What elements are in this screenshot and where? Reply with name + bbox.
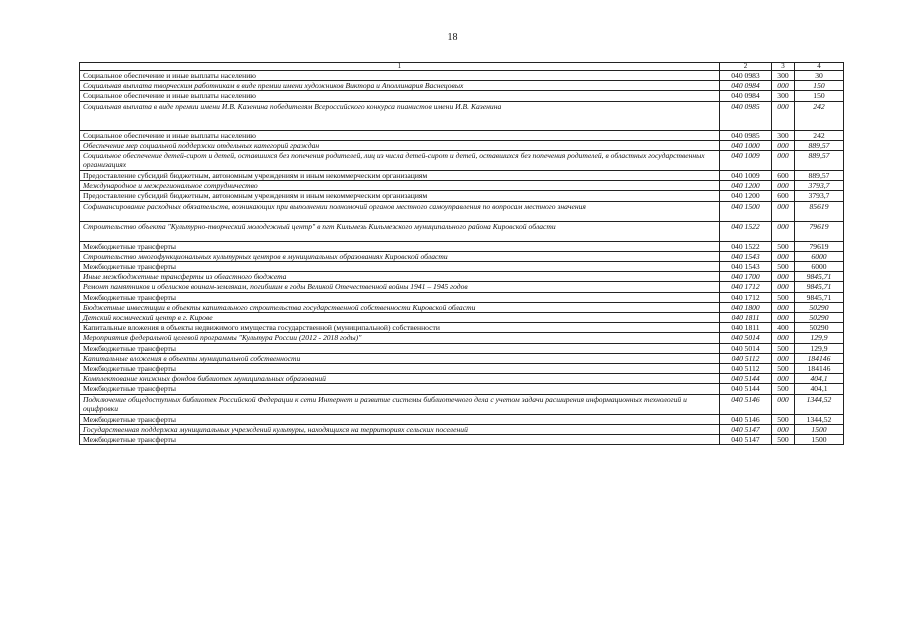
table-row xyxy=(80,140,844,150)
row-type-cell: 000 xyxy=(772,313,795,323)
table-row xyxy=(80,272,844,282)
row-code-cell: 040 5014 xyxy=(720,333,772,343)
row-code-cell: 040 1522 xyxy=(720,241,772,251)
row-name-cell: Государственная поддержка муниципальных учреждений культуры, находящихся на территориях сельских поселений xyxy=(80,424,720,434)
row-name-cell: Межбюджетные трансферты xyxy=(80,262,720,272)
row-amount-cell: 404,1 xyxy=(795,384,844,394)
row-code-cell: 040 5147 xyxy=(720,435,772,445)
row-code-cell: 040 0985 xyxy=(720,130,772,140)
row-code-cell: 040 1543 xyxy=(720,251,772,261)
row-amount-cell: 129,9 xyxy=(795,333,844,343)
row-type-cell: 000 xyxy=(772,394,795,414)
page-number: 18 xyxy=(447,32,458,43)
row-type-cell: 000 xyxy=(772,374,795,384)
row-name-cell: Социальное обеспечение и иные выплаты населению xyxy=(80,91,720,101)
row-amount-cell: 9845,71 xyxy=(795,282,844,292)
row-type-cell: 000 xyxy=(772,101,795,130)
row-type-cell: 000 xyxy=(772,353,795,363)
row-name-cell: Межбюджетные трансферты xyxy=(80,384,720,394)
row-name-cell: Мероприятия федеральной целевой программы "Культура России (2012 - 2018 годы)" xyxy=(80,333,720,343)
row-code-cell: 040 0984 xyxy=(720,91,772,101)
row-type-cell: 000 xyxy=(772,424,795,434)
row-code-cell: 040 1800 xyxy=(720,302,772,312)
row-code-cell: 040 1500 xyxy=(720,201,772,221)
table-row xyxy=(80,384,844,394)
row-amount-cell: 889,57 xyxy=(795,140,844,150)
row-amount-cell: 129,9 xyxy=(795,343,844,353)
row-code-cell: 040 1700 xyxy=(720,272,772,282)
header-col-1: 1 xyxy=(80,63,720,71)
row-code-cell: 040 1811 xyxy=(720,313,772,323)
row-amount-cell: 242 xyxy=(795,101,844,130)
row-code-cell: 040 1543 xyxy=(720,262,772,272)
row-name-cell: Социальное обеспечение и иные выплаты населению xyxy=(80,71,720,81)
table-row xyxy=(80,364,844,374)
table-row xyxy=(80,151,844,171)
table-row xyxy=(80,333,844,343)
row-type-cell: 300 xyxy=(772,130,795,140)
row-code-cell: 040 1522 xyxy=(720,221,772,241)
row-type-cell: 500 xyxy=(772,241,795,251)
row-code-cell: 040 5144 xyxy=(720,374,772,384)
row-code-cell: 040 1712 xyxy=(720,292,772,302)
row-code-cell: 040 1009 xyxy=(720,151,772,171)
table-row xyxy=(80,292,844,302)
row-code-cell: 040 5112 xyxy=(720,353,772,363)
table-row xyxy=(80,81,844,91)
row-name-cell: Межбюджетные трансферты xyxy=(80,435,720,445)
row-amount-cell: 9845,71 xyxy=(795,272,844,282)
row-name-cell: Предоставление субсидий бюджетным, автономным учреждениям и иным некоммерческим организациям xyxy=(80,191,720,201)
row-name-cell: Социальная выплата в виде премии имени И.В. Казенина победителям Всероссийского конкурса пианистов имени И.В. Казенина xyxy=(80,101,720,130)
row-type-cell: 000 xyxy=(772,302,795,312)
table-row xyxy=(80,201,844,221)
row-name-cell: Строительство многофункциональных культурных центров в муниципальных образованиях Кировской области xyxy=(80,251,720,261)
row-amount-cell: 1500 xyxy=(795,424,844,434)
row-name-cell: Софинансирование расходных обязательств, возникающих при выполнении полномочий органов местного самоуправления по вопросам местного значения xyxy=(80,201,720,221)
row-name-cell: Бюджетные инвестиции в объекты капитального строительства государственной собственности Кировской области xyxy=(80,302,720,312)
row-amount-cell: 30 xyxy=(795,71,844,81)
row-name-cell: Социальная выплата творческим работникам в виде премии имени художников Виктора и Аполлинария Васнецовых xyxy=(80,81,720,91)
row-code-cell: 040 1009 xyxy=(720,171,772,181)
row-name-cell: Иные межбюджетные трансферты из областного бюджета xyxy=(80,272,720,282)
header-col-4: 4 xyxy=(795,63,844,71)
row-amount-cell: 50290 xyxy=(795,323,844,333)
table-row xyxy=(80,171,844,181)
table-row xyxy=(80,323,844,333)
row-code-cell: 040 5146 xyxy=(720,394,772,414)
row-amount-cell: 3793,7 xyxy=(795,191,844,201)
budget-table-body xyxy=(80,63,844,445)
row-name-cell: Социальное обеспечение и иные выплаты населению xyxy=(80,130,720,140)
row-code-cell: 040 1712 xyxy=(720,282,772,292)
table-row xyxy=(80,262,844,272)
row-name-cell: Комплектование книжных фондов библиотек муниципальных образований xyxy=(80,374,720,384)
header-col-3: 3 xyxy=(772,63,795,71)
table-header-row xyxy=(80,63,844,71)
row-type-cell: 000 xyxy=(772,181,795,191)
row-name-cell: Строительство объекта "Культурно-творческий молодежный центр" в пгт Кильмезь Кильмезского муниципального района Кировской области xyxy=(80,221,720,241)
row-code-cell: 040 0985 xyxy=(720,101,772,130)
table-row xyxy=(80,181,844,191)
row-type-cell: 000 xyxy=(772,201,795,221)
row-type-cell: 300 xyxy=(772,91,795,101)
row-type-cell: 000 xyxy=(772,140,795,150)
row-name-cell: Капитальные вложения в объекты муниципальной собственности xyxy=(80,353,720,363)
row-type-cell: 400 xyxy=(772,323,795,333)
row-amount-cell: 184146 xyxy=(795,353,844,363)
table-row xyxy=(80,251,844,261)
table-row xyxy=(80,101,844,130)
row-amount-cell: 1344,52 xyxy=(795,394,844,414)
row-code-cell: 040 1200 xyxy=(720,181,772,191)
row-type-cell: 500 xyxy=(772,384,795,394)
table-row xyxy=(80,241,844,251)
row-amount-cell: 50290 xyxy=(795,302,844,312)
row-type-cell: 000 xyxy=(772,333,795,343)
header-col-2: 2 xyxy=(720,63,772,71)
row-type-cell: 000 xyxy=(772,272,795,282)
row-amount-cell: 79619 xyxy=(795,221,844,241)
row-name-cell: Детский космический центр в г. Кирове xyxy=(80,313,720,323)
row-amount-cell: 6000 xyxy=(795,251,844,261)
row-amount-cell: 150 xyxy=(795,81,844,91)
row-amount-cell: 242 xyxy=(795,130,844,140)
row-code-cell: 040 5146 xyxy=(720,414,772,424)
row-amount-cell: 1344,52 xyxy=(795,414,844,424)
row-type-cell: 500 xyxy=(772,435,795,445)
table-row xyxy=(80,302,844,312)
row-code-cell: 040 0984 xyxy=(720,81,772,91)
row-name-cell: Предоставление субсидий бюджетным, автономным учреждениям и иным некоммерческим организациям xyxy=(80,171,720,181)
row-code-cell: 040 5147 xyxy=(720,424,772,434)
row-type-cell: 500 xyxy=(772,292,795,302)
row-amount-cell: 404,1 xyxy=(795,374,844,384)
table-row xyxy=(80,71,844,81)
table-row xyxy=(80,353,844,363)
row-amount-cell: 79619 xyxy=(795,241,844,251)
row-code-cell: 040 1811 xyxy=(720,323,772,333)
budget-table xyxy=(79,62,844,445)
row-name-cell: Межбюджетные трансферты xyxy=(80,241,720,251)
row-type-cell: 500 xyxy=(772,414,795,424)
row-code-cell: 040 5014 xyxy=(720,343,772,353)
row-amount-cell: 3793,7 xyxy=(795,181,844,191)
row-type-cell: 500 xyxy=(772,343,795,353)
row-amount-cell: 85619 xyxy=(795,201,844,221)
row-name-cell: Межбюджетные трансферты xyxy=(80,292,720,302)
row-amount-cell: 889,57 xyxy=(795,171,844,181)
row-name-cell: Ремонт памятников и обелисков воинам-землякам, погибшим в годы Великой Отечественной войны 1941 – 1945 годов xyxy=(80,282,720,292)
row-amount-cell: 150 xyxy=(795,91,844,101)
row-name-cell: Межбюджетные трансферты xyxy=(80,343,720,353)
table-row xyxy=(80,191,844,201)
row-type-cell: 500 xyxy=(772,364,795,374)
row-code-cell: 040 1200 xyxy=(720,191,772,201)
row-type-cell: 600 xyxy=(772,191,795,201)
table-row xyxy=(80,282,844,292)
row-name-cell: Межбюджетные трансферты xyxy=(80,364,720,374)
table-row xyxy=(80,424,844,434)
row-code-cell: 040 5112 xyxy=(720,364,772,374)
row-name-cell: Обеспечение мер социальной поддержки отдельных категорий граждан xyxy=(80,140,720,150)
row-amount-cell: 50290 xyxy=(795,313,844,323)
row-amount-cell: 1500 xyxy=(795,435,844,445)
row-amount-cell: 184146 xyxy=(795,364,844,374)
row-name-cell: Капитальные вложения в объекты недвижимого имущества государственной (муниципальной) собственности xyxy=(80,323,720,333)
row-name-cell: Межбюджетные трансферты xyxy=(80,414,720,424)
row-type-cell: 000 xyxy=(772,282,795,292)
row-code-cell: 040 5144 xyxy=(720,384,772,394)
row-name-cell: Подключение общедоступных библиотек Российской Федерации к сети Интернет и развитие системы библиотечного дела с учетом задачи расширения информационных технологий и оцифровки xyxy=(80,394,720,414)
row-code-cell: 040 1000 xyxy=(720,140,772,150)
table-row xyxy=(80,130,844,140)
table-row xyxy=(80,435,844,445)
row-amount-cell: 889,57 xyxy=(795,151,844,171)
row-type-cell: 000 xyxy=(772,81,795,91)
table-row xyxy=(80,221,844,241)
row-type-cell: 300 xyxy=(772,71,795,81)
row-type-cell: 500 xyxy=(772,262,795,272)
table-row xyxy=(80,91,844,101)
row-type-cell: 600 xyxy=(772,171,795,181)
table-row xyxy=(80,414,844,424)
row-type-cell: 000 xyxy=(772,221,795,241)
table-row xyxy=(80,313,844,323)
row-name-cell: Международное и межрегиональное сотрудничество xyxy=(80,181,720,191)
row-type-cell: 000 xyxy=(772,151,795,171)
row-code-cell: 040 0983 xyxy=(720,71,772,81)
table-row xyxy=(80,343,844,353)
row-amount-cell: 9845,71 xyxy=(795,292,844,302)
row-type-cell: 000 xyxy=(772,251,795,261)
row-amount-cell: 6000 xyxy=(795,262,844,272)
table-row xyxy=(80,394,844,414)
table-row xyxy=(80,374,844,384)
row-name-cell: Социальное обеспечение детей-сирот и детей, оставшихся без попечения родителей, лиц из числа детей-сирот и детей, оставшихся без попечения родителей, в областных государственных организациях xyxy=(80,151,720,171)
